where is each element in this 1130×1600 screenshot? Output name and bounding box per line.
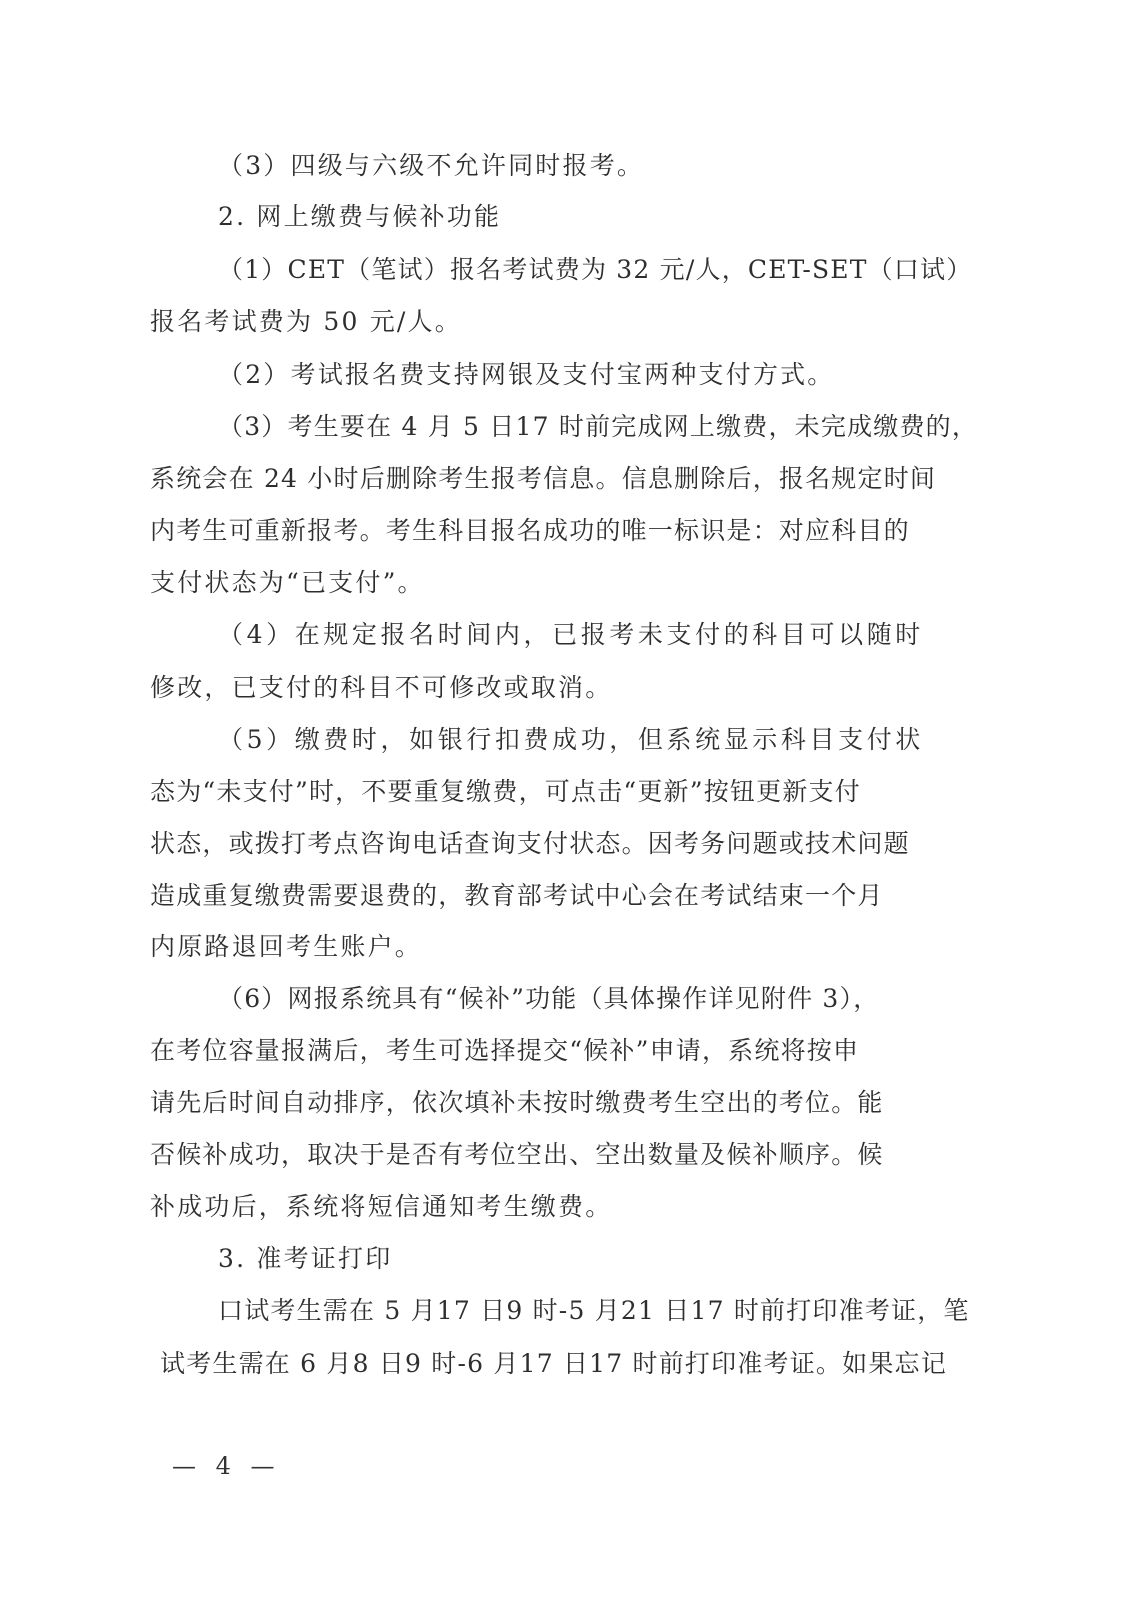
paragraph-line: 修改，已支付的科目不可修改或取消。 bbox=[150, 673, 613, 702]
paragraph-line: 支付状态为“已支付”。 bbox=[150, 568, 425, 597]
paragraph-line: 态为“未支付”时，不要重复缴费，可点击“更新”按钮更新支付 bbox=[150, 777, 861, 806]
section-heading: 2. 网上缴费与候补功能 bbox=[218, 202, 502, 231]
section-heading: 3. 准考证打印 bbox=[218, 1244, 393, 1273]
paragraph-line: （3）四级与六级不允许同时报考。 bbox=[218, 151, 645, 180]
paragraph-line: （4）在规定报名时间内，已报考未支付的科目可以随时 bbox=[218, 620, 924, 649]
paragraph-line: 否候补成功，取决于是否有考位空出、空出数量及候补顺序。候 bbox=[150, 1140, 884, 1169]
paragraph-line: （2）考试报名费支持网银及支付宝两种支付方式。 bbox=[218, 360, 835, 389]
paragraph-line: 在考位容量报满后，考生可选择提交“候补”申请，系统将按申 bbox=[150, 1036, 860, 1065]
paragraph-line: 补成功后，系统将短信通知考生缴费。 bbox=[150, 1192, 613, 1221]
paragraph-line: 请先后时间自动排序，依次填补未按时缴费考生空出的考位。能 bbox=[150, 1088, 884, 1117]
paragraph-line: （3）考生要在 4 月 5 日17 时前完成网上缴费，未完成缴费的， bbox=[218, 412, 979, 441]
paragraph-line: 试考生需在 6 月8 日9 时-6 月17 日17 时前打印准考证。如果忘记 bbox=[160, 1349, 947, 1378]
paragraph-line: 报名考试费为 50 元/人。 bbox=[150, 307, 462, 336]
paragraph-line: 内原路退回考生账户。 bbox=[150, 932, 423, 961]
paragraph-line: 口试考生需在 5 月17 日9 时-5 月21 日17 时前打印准考证，笔 bbox=[218, 1296, 970, 1325]
paragraph-line: 系统会在 24 小时后删除考生报考信息。信息删除后，报名规定时间 bbox=[150, 464, 937, 493]
paragraph-line: 造成重复缴费需要退费的，教育部考试中心会在考试结束一个月 bbox=[150, 881, 884, 910]
paragraph-line: 内考生可重新报考。考生科目报名成功的唯一标识是：对应科目的 bbox=[150, 516, 910, 545]
paragraph-line: （1）CET（笔试）报名考试费为 32 元/人，CET-SET（口试） bbox=[218, 255, 973, 284]
paragraph-line: 状态，或拨打考点咨询电话查询支付状态。因考务问题或技术问题 bbox=[150, 829, 910, 858]
page-number: — 4 — bbox=[172, 1452, 281, 1480]
paragraph-line: （5）缴费时，如银行扣费成功，但系统显示科目支付状 bbox=[218, 725, 924, 754]
paragraph-line: （6）网报系统具有“候补”功能（具体操作详见附件 3）， bbox=[218, 984, 880, 1013]
